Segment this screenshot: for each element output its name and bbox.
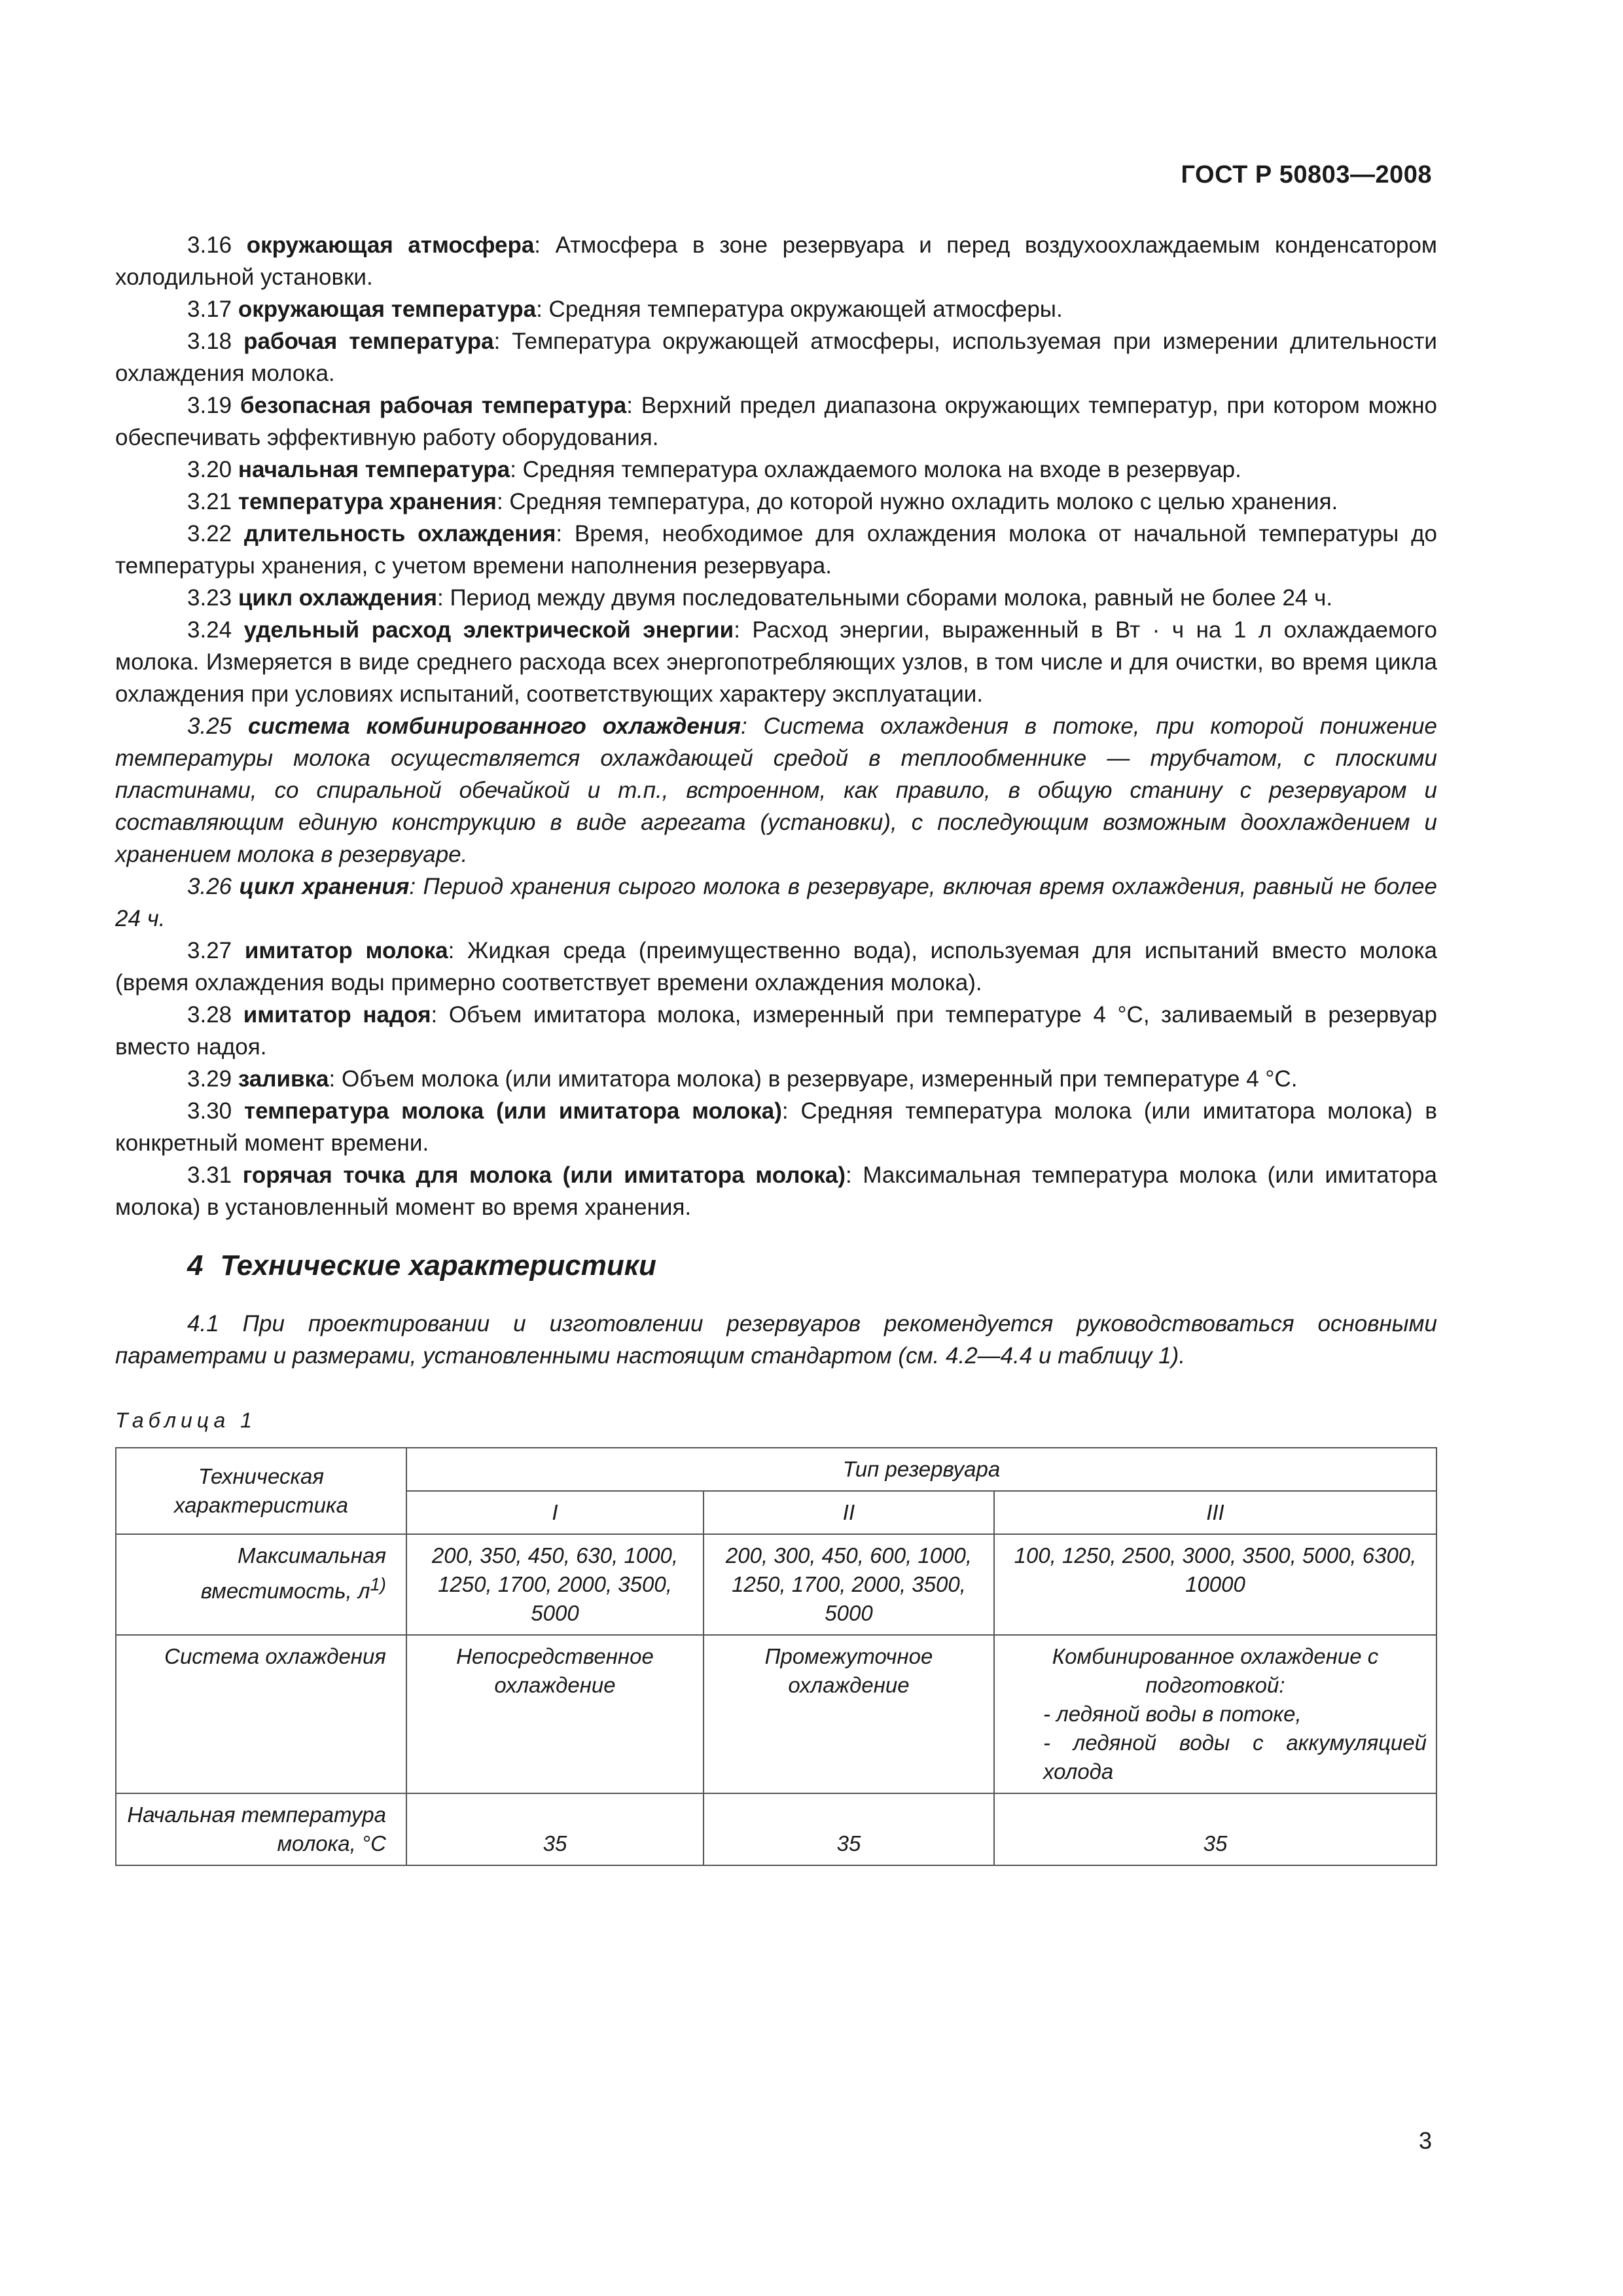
definition-term: система комбинированного охлаждения [247,713,741,739]
definition-text: : Время, необходимое для охлаждения молока от начальной температуры до температуры хранения, с учетом времени наполнения резервуара. [115,521,1437,579]
definition-text: : Температура окружающей атмосферы, используемая при измерении длительности охлаждения молока. [115,329,1437,386]
definition-term: длительность охлаждения [243,521,556,547]
definition-number: 3.17 [187,296,232,322]
paragraph-4-1: 4.1 При проектировании и изготовлении резервуаров рекомендуется руководствоваться основными параметрами и размерами, установленными настоящим стандартом (см. 4.2—4.4 и таблицу 1). [115,1311,1437,1369]
definition-3-16 [115,229,1437,293]
table-cell: 200, 300, 450, 600, 1000, 1250, 1700, 2000, 3500, 5000 [704,1534,994,1635]
definition-3-27 [115,935,1437,999]
definition-term: безопасная рабочая температура [240,393,627,418]
definition-number: 3.31 [187,1162,232,1188]
header-tank-type: Тип резервуара [406,1448,1436,1491]
definition-number: 3.22 [187,521,232,547]
definition-number: 3.23 [187,585,232,611]
definition-3-22 [115,518,1437,582]
section-title: Технические характеристики [220,1249,656,1282]
definition-text: : Атмосфера в зоне резервуара и перед воздухоохлаждаемым конденсатором холодильной установки. [115,232,1437,290]
definition-text: : Система охлаждения в потоке, при которой понижение температуры молока осуществляется охлаждающей средой в теплообменнике — трубчатом, с плоскими пластинами, со спиральной обечайкой и т.п., встроенном, как правило, в общую станину с резервуаром и составляющим единую конструкцию в виде агрегата (установки), с последующим возможным доохлаждением и хранением молока в резервуаре. [115,713,1437,867]
definition-text: : Жидкая среда (преимущественно вода), используемая для испытаний вместо молока (время охлаждения воды примерно соответствует времени охлаждения молока). [115,938,1437,996]
definition-text: : Средняя температура молока (или имитатора молока) в конкретный момент времени. [115,1098,1437,1156]
definition-term: имитатор надоя [243,1002,431,1028]
definition-3-23 [115,582,1437,614]
definition-term: окружающая температура [238,296,537,322]
section-heading [115,1249,1437,1282]
document-code: ГОСТ Р 50803—2008 [1181,161,1432,188]
definition-number: 3.19 [187,393,232,418]
definition-number: 3.24 [187,617,232,643]
definition-3-28 [115,999,1437,1063]
definition-text: : Средняя температура охлаждаемого молока на входе в резервуар. [510,457,1241,482]
table-cell: Промежуточное охлаждение [704,1635,994,1793]
definition-3-20 [115,454,1437,486]
definition-3-31 [115,1159,1437,1223]
definition-number: 3.20 [187,457,232,482]
definition-term: удельный расход электрической энергии [243,617,734,643]
page-number: 3 [1418,2127,1432,2154]
section-number: 4 [187,1249,204,1282]
table-cell: Непосредственное охлаждение [406,1635,704,1793]
table-header-row [116,1448,1436,1491]
definition-text: : Средняя температура, до которой нужно охладить молоко с целью хранения. [496,489,1338,514]
definition-text: : Расход энергии, выраженный в Вт · ч на 1 л охлаждаемого молока. Измеряется в виде среднего расхода всех энергопотребляющих узлов, в том числе и для очистки, во время цикла охлаждения при условиях испытаний, соответствующих характеру эксплуатации. [115,617,1437,707]
table-cell: 100, 1250, 2500, 3000, 3500, 5000, 6300, 10000 [994,1534,1436,1635]
definition-term: температура хранения [238,489,497,514]
table-caption: Таблица 1 [115,1408,257,1432]
row-name-text: Максимальная вместимость, л [200,1543,386,1603]
row-name: Начальная температура молока, °С [116,1793,406,1865]
table-row-capacity [116,1534,1436,1635]
page-content [115,229,1437,1866]
definition-term: горячая точка для молока (или имитатора молока) [242,1162,846,1188]
definition-number: 3.27 [187,938,232,963]
definition-term: начальная температура [238,457,510,482]
table-cell: 35 [406,1793,704,1865]
definition-text: : Объем молока (или имитатора молока) в резервуаре, измеренный при температуре 4 °С. [329,1066,1298,1092]
combined-item: - ледяной воды в потоке, [1043,1702,1302,1726]
definition-term: имитатор молока [244,938,448,963]
definition-number: 3.21 [187,489,232,514]
definition-3-25 [115,710,1437,870]
definition-number: 3.29 [187,1066,232,1092]
definition-term: рабочая температура [243,329,494,354]
table-cell: 35 [704,1793,994,1865]
definition-text: : Период между двумя последовательными сборами молока, равный не более 24 ч. [437,585,1333,611]
header-characteristic: Техническая характеристика [116,1448,406,1534]
definition-number: 3.25 [187,713,232,739]
definition-number: 3.28 [187,1002,232,1028]
definition-number: 3.18 [187,329,232,354]
header-type-2: II [704,1491,994,1534]
definition-3-17 [115,293,1437,325]
definition-term: цикл охлаждения [238,585,438,611]
definition-3-29 [115,1063,1437,1095]
definition-number: 3.30 [187,1098,232,1124]
row-name [116,1534,406,1635]
table-cell: 200, 350, 450, 630, 1000, 1250, 1700, 2000, 3500, 5000 [406,1534,704,1635]
definition-term: цикл хранения [239,874,410,899]
table-cell: 35 [994,1793,1436,1865]
footnote-mark: 1) [370,1574,386,1594]
definition-3-30 [115,1095,1437,1159]
definition-number: 3.26 [187,874,232,899]
header-type-1: I [406,1491,704,1534]
definition-number: 3.16 [187,232,232,258]
definition-text: : Верхний предел диапазона окружающих температур, при котором можно обеспечивать эффективную работу оборудования. [115,393,1437,450]
definition-3-21 [115,486,1437,518]
definition-3-26 [115,870,1437,935]
definition-term: температура молока (или имитатора молока) [243,1098,782,1124]
definition-3-19 [115,389,1437,454]
definitions-list [115,229,1437,1223]
definition-text: : Максимальная температура молока (или имитатора молока) в установленный момент во время хранения. [115,1162,1437,1220]
table-cell-combined [994,1635,1436,1793]
definition-3-18 [115,325,1437,389]
definition-term: окружающая атмосфера [246,232,535,258]
combined-lead: Комбинированное охлаждение с подготовкой: [1052,1644,1379,1697]
specs-table [115,1447,1437,1866]
definition-3-24 [115,614,1437,710]
table-row-cooling [116,1635,1436,1793]
combined-item: - ледяной воды с аккумуляцией холода [1043,1731,1427,1784]
definition-text: : Период хранения сырого молока в резервуаре, включая время охлаждения, равный не более 24 ч. [115,874,1437,931]
table-row-initial-temp [116,1793,1436,1865]
header-type-3: III [994,1491,1436,1534]
definition-text: : Средняя температура окружающей атмосферы. [536,296,1063,322]
definition-text: : Объем имитатора молока, измеренный при температуре 4 °С, заливаемый в резервуар вместо надоя. [115,1002,1437,1060]
definition-term: заливка [238,1066,329,1092]
row-name: Система охлаждения [116,1635,406,1793]
